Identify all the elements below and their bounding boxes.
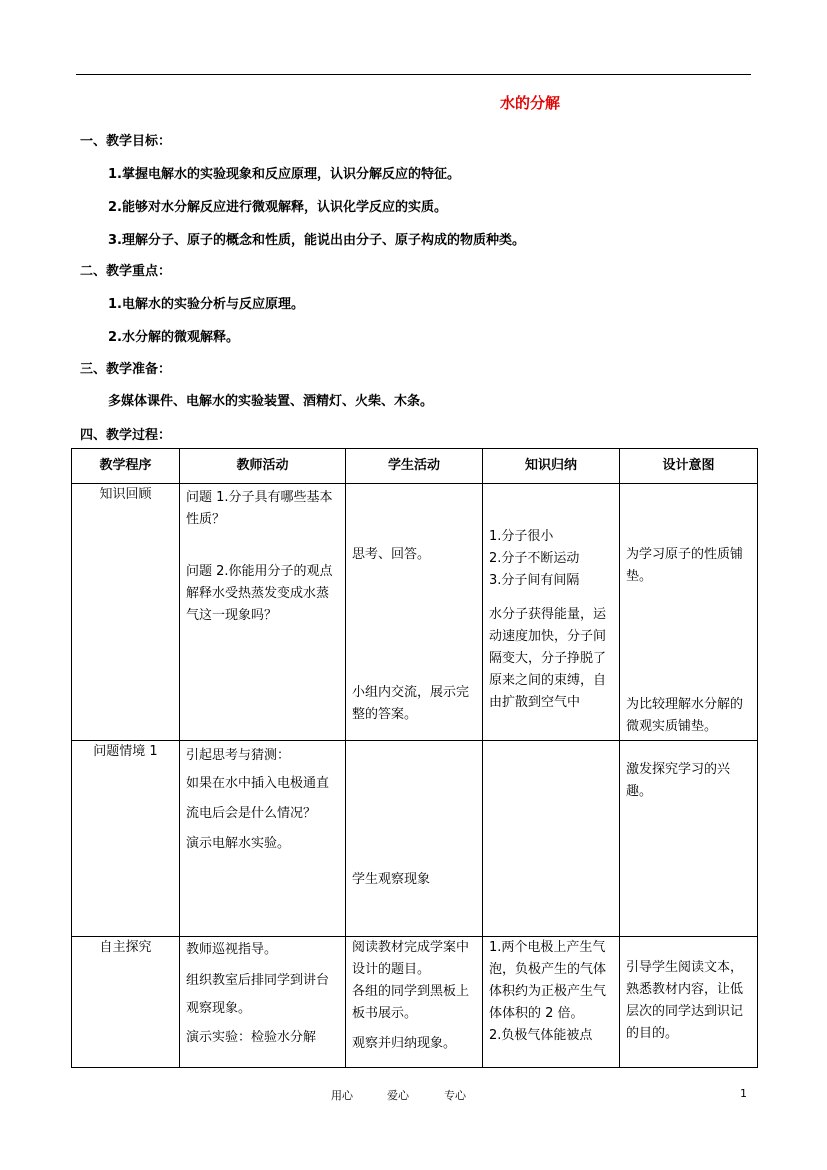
teacher-activity: 演示实验：检验水分解 — [186, 1030, 317, 1045]
student-activity: 各组的同学到黑板上板书展示。 — [352, 984, 470, 1021]
student-activity-cell — [346, 484, 483, 741]
section-3-heading: 三、教学准备： — [80, 362, 172, 377]
table-header-row — [72, 449, 758, 484]
knowledge-cell — [483, 937, 620, 1068]
table-row — [72, 484, 758, 741]
teacher-activity: 演示电解水实验。 — [186, 836, 291, 851]
knowledge-text: 1.两个电极上产生气泡，负极产生的气体体积约为正极产生气体体积的 2 倍。 — [489, 940, 607, 1021]
page-title: 水的分解 — [500, 94, 561, 112]
teacher-question-2: 问题 2.你能用分子的观点解释水受热蒸发变成水蒸气这一现象吗？ — [186, 564, 333, 623]
footer-word: 专心 — [444, 1089, 466, 1102]
row-label: 问题情境 1 — [72, 741, 180, 937]
column-header: 学生活动 — [346, 449, 483, 484]
design-intent-cell — [620, 741, 758, 937]
design-intent: 引导学生阅读文本，熟悉教材内容，让低层次的同学达到识记的目的。 — [626, 960, 744, 1041]
focus-item: 2.水分解的微观解释。 — [108, 330, 239, 345]
design-intent: 为比较理解水分解的微观实质铺垫。 — [626, 697, 744, 734]
teacher-activity-cell — [180, 741, 346, 937]
knowledge-list: 1.分子很小 2.分子不断运动 3.分子间有间隔 — [489, 529, 580, 588]
section-1-heading: 一、教学目标： — [80, 134, 172, 149]
section-4-heading: 四、教学过程： — [80, 428, 172, 443]
student-activity-cell — [346, 741, 483, 937]
footer-word: 用心 — [331, 1089, 353, 1102]
goal-item: 1.掌握电解水的实验现象和反应原理，认识分解反应的特征。 — [108, 167, 460, 182]
header-rule — [76, 74, 751, 75]
design-intent-cell — [620, 484, 758, 741]
student-activity: 观察并归纳现象。 — [352, 1036, 457, 1051]
table-row — [72, 741, 758, 937]
page-number: 1 — [740, 1087, 747, 1100]
preparation-text: 多媒体课件、电解水的实验装置、酒精灯、火柴、木条。 — [108, 394, 434, 409]
student-activity: 小组内交流，展示完整的答案。 — [352, 685, 470, 722]
column-header: 设计意图 — [620, 449, 758, 484]
teacher-activity: 组织教室后排同学到讲台观察现象。 — [186, 973, 330, 1016]
teaching-process-table — [71, 448, 758, 1068]
student-activity-cell — [346, 937, 483, 1068]
teacher-activity: 引起思考与猜测： — [186, 748, 291, 763]
teacher-activity: 教师巡视指导。 — [186, 942, 278, 957]
knowledge-text: 2.负极气体能被点 — [489, 1028, 593, 1043]
row-label: 自主探究 — [72, 937, 180, 1068]
teacher-activity-cell — [180, 484, 346, 741]
student-activity: 阅读教材完成学案中设计的题目。 — [352, 940, 470, 977]
student-activity: 学生观察现象 — [352, 872, 431, 887]
design-intent: 为学习原子的性质铺垫。 — [626, 547, 744, 584]
knowledge-cell — [483, 484, 620, 741]
teacher-activity: 如果在水中插入电极通直流电后会是什么情况？ — [186, 776, 330, 821]
knowledge-text: 水分子获得能量，运动速度加快，分子间隔变大，分子挣脱了原来之间的束缚，自由扩散到空气中 — [489, 607, 607, 710]
teacher-question-1: 问题 1.分子具有哪些基本性质？ — [186, 490, 333, 527]
design-intent: 激发探究学习的兴趣。 — [626, 762, 731, 799]
column-header: 教师活动 — [180, 449, 346, 484]
row-label: 知识回顾 — [72, 484, 180, 741]
section-2-heading: 二、教学重点： — [80, 264, 172, 279]
student-activity: 思考、回答。 — [352, 547, 431, 562]
table-row — [72, 937, 758, 1068]
goal-item: 2.能够对水分解反应进行微观解释，认识化学反应的实质。 — [108, 200, 447, 215]
footer-word: 爱心 — [387, 1089, 409, 1102]
goal-item: 3.理解分子、原子的概念和性质，能说出由分子、原子构成的物质种类。 — [108, 233, 525, 248]
teacher-activity-cell — [180, 937, 346, 1068]
design-intent-cell — [620, 937, 758, 1068]
knowledge-cell — [483, 741, 620, 937]
focus-item: 1.电解水的实验分析与反应原理。 — [108, 297, 304, 312]
column-header: 教学程序 — [72, 449, 180, 484]
column-header: 知识归纳 — [483, 449, 620, 484]
